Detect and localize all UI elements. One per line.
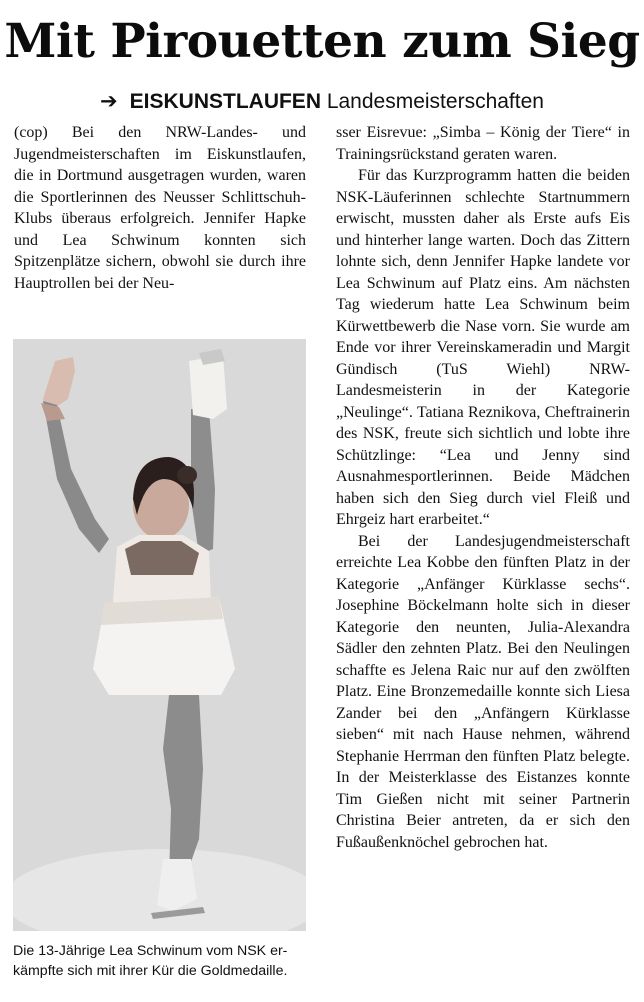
skater-photo [13, 339, 306, 931]
kicker-text: Landesmeisterschaften [326, 90, 544, 113]
paragraph: sser Eisrevue: „Simba – König der Tiere“ in Trainingsrückstand geraten waren. [336, 124, 630, 163]
paragraph: Bei der Landesjugendmeisterschaft erreichte Lea Kobbe den fünften Platz in der Kategorie „Anfänger Kürklasse sechs“. Josephine Böckelmann holte sich in dieser Kategorie den neunten, Julia-Alexandra Sädler den zehnten Platz. Bei den Neulingen schaffte es Jelena Raic nur auf den zwölften Platz. Eine Bronzemedaille konnte sich Liesa Zander bei den „Anfängern Kürklasse sieben“ mit nach Hause nehmen, während Stephanie Herrman den fünften Platz belegte. In der Meisterklasse des Eistanzes konnte Tim Gießen nicht mit seiner Partnerin Christina Beier antreten, da er sich den Fußaußenknöchel gebrochen hat. [336, 532, 630, 851]
photo-caption [13, 941, 313, 981]
kicker [0, 88, 644, 116]
kicker-label: EISKUNSTLAUFEN [129, 90, 321, 113]
headline: Mit Pirouetten zum Sieg [4, 14, 640, 69]
paragraph: Für das Kurzprogramm hatten die beiden NSK-Läuferinnen schlechte Startnummern erwischt, mussten daher als Erste aufs Eis und hinterher lange warten. Doch das Zittern lohnte sich, denn Jennifer Hapke landete vor Lea Schwinum auf Platz eins. Am nächsten Tag wiederum hatte Lea Schwinum beim Kürwettbewerb die Nase vorn. Sie wurde am Ende vor ihrer Vereinskameradin und Margit Gündisch (TuS Wiehl) NRW-Landesmeisterin in der Kategorie „Neulinge“. Tatiana Reznikova, Cheftrainerin des NSK, freute sich sichtlich und lobte ihre Schützlinge: “Lea und Jenny sind Ausnahmesportlerinnen. Beide Mädchen haben sich den Sieg durch viel Fleiß und Ehrgeiz hart erarbeitet.“ [336, 167, 630, 528]
article-column-left [14, 122, 306, 294]
caption-line: Die 13-Jährige Lea Schwinum vom NSK er- [13, 943, 288, 959]
paragraph: (cop) Bei den NRW-Landes- und Jugendmeisterschaften im Eiskunstlaufen, die in Dortmund ausgetragen wurden, waren die Sportlerinnen des Neusser Schlittschuh-Klubs überaus erfolgreich. Jennifer Hapke und Lea Schwinum konnten sich Spitzenplätze sichern, obwohl sie durch ihre Hauptrollen bei der Neu- [14, 124, 306, 292]
caption-line: kämpfte sich mit ihrer Kür die Goldmedaille. [13, 963, 288, 979]
arrow-right-icon: ➔ [100, 90, 118, 113]
article-column-right [336, 122, 630, 853]
